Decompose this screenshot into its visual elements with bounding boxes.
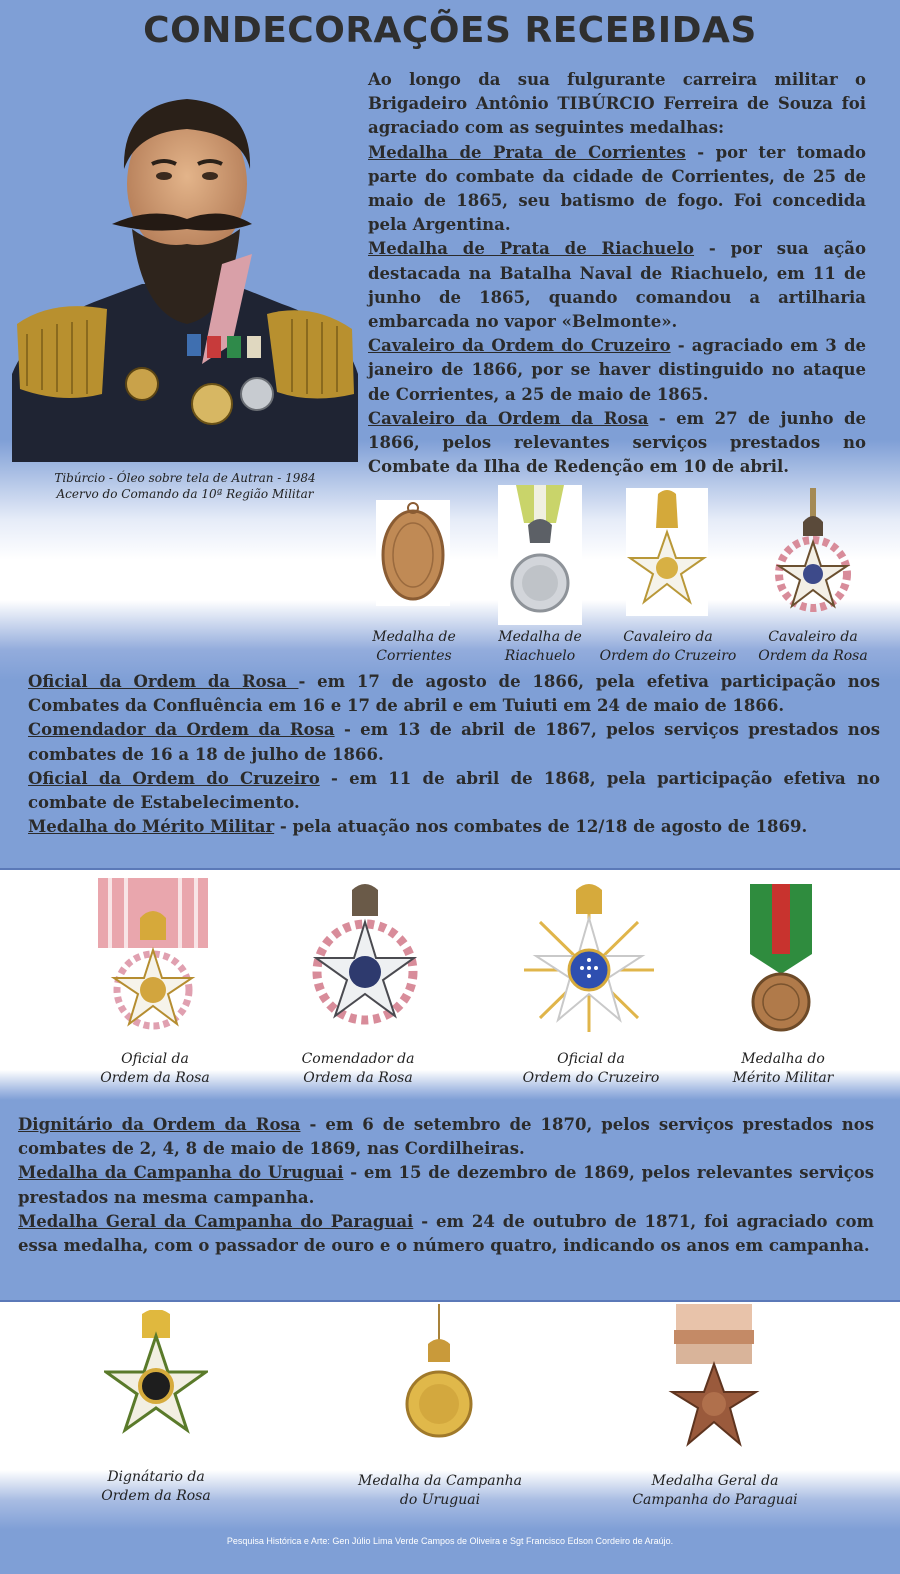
award-description: - em 17 de agosto de 1866, pela efetiva participação nos Combates da Confluência em 16 e 17 de abril e em Tuiuti em 24 de maio de 1866. [28, 672, 880, 716]
portrait-caption [22, 470, 348, 502]
caption-line: do Uruguai [399, 1492, 481, 1508]
caption-line: Ordem da Rosa [100, 1070, 210, 1086]
award-entry [18, 1161, 874, 1209]
caption-line: Riachuelo [504, 648, 576, 664]
cruzeiro-star-icon [520, 882, 658, 1034]
award-entry [18, 1210, 874, 1258]
award-description: - em 27 de junho de 1866, pelos relevantes serviços prestados no Combate da Ilha de Redenção em 10 de abril. [368, 408, 866, 477]
award-entry [28, 670, 880, 718]
text-block-1 [368, 68, 866, 479]
text-block-2 [28, 670, 880, 839]
portrait-painting [12, 74, 358, 462]
caption-line: Comendador da [301, 1051, 415, 1067]
caption-line: Medalha Geral da [651, 1473, 779, 1489]
award-entry [28, 767, 880, 815]
portrait-caption-line2: Acervo do Comando da 10ª Região Militar [56, 487, 314, 501]
rose-star-order-icon [775, 488, 851, 618]
award-description: - em 24 de outubro de 1871, foi agraciado com essa medalha, com o passador de ouro e o número quatro, indicando os anos em campanha. [18, 1211, 874, 1256]
caption-line: Campanha do Paraguai [632, 1492, 798, 1508]
award-entry [18, 1113, 874, 1161]
caption-line: Medalha de [498, 629, 582, 645]
award-description: - agraciado em 3 de janeiro de 1866, por se haver distinguido no ataque de Corrientes, a 25 de maio de 1865. [368, 336, 866, 404]
caption-line: Ordem da Rosa [758, 648, 868, 664]
officer-portrait-icon [12, 74, 358, 462]
medal-caption [748, 628, 878, 666]
silver-medal-ribbon-icon [498, 485, 582, 625]
medal-caption [478, 628, 602, 666]
caption-line: Corrientes [376, 648, 452, 664]
award-entry [28, 815, 880, 839]
award-description: - em 15 de dezembro de 1869, pelos relevantes serviços prestados na mesma campanha. [18, 1163, 874, 1207]
award-description: - em 13 de abril de 1867, pelos serviços prestados nos combates de 16 a 18 de julho de 1866. [28, 720, 880, 764]
award-description: - em 11 de abril de 1868, pela participação efetiva no combate de Estabelecimento. [28, 768, 880, 813]
page-title: CONDECORAÇÕES RECEBIDAS [143, 10, 757, 51]
caption-line: Ordem do Cruzeiro [599, 648, 737, 664]
caption-line: Oficial da [121, 1051, 189, 1067]
medal-caption [718, 1050, 848, 1088]
rose-order-ribbon-icon [98, 878, 208, 1040]
intro-paragraph: Ao longo da sua fulgurante carreira militar o Brigadeiro Antônio TIBÚRCIO Ferreira de Souza foi agraciado com as seguintes medalhas: [368, 70, 866, 138]
award-entry [368, 407, 866, 480]
caption-line: Ordem da Rosa [101, 1488, 211, 1504]
caption-line: Ordem do Cruzeiro [522, 1070, 660, 1086]
medal-caption [352, 628, 476, 666]
medal-caption [518, 1050, 664, 1088]
dignitary-star-icon [104, 1310, 208, 1434]
cross-order-icon [626, 488, 708, 616]
award-name: Comendador da Ordem da Rosa [28, 720, 335, 740]
medal-caption [350, 1472, 530, 1510]
divider [0, 1300, 900, 1302]
portrait-caption-line1: Tibúrcio - Óleo sobre tela de Autran - 1984 [54, 471, 316, 485]
medal-caption [92, 1050, 218, 1088]
award-entry [368, 237, 866, 334]
award-entry [368, 334, 866, 407]
award-name: Medalha da Campanha do Uruguai [18, 1163, 344, 1183]
award-description: - pela atuação nos combates de 12/18 de agosto de 1869. [274, 817, 808, 837]
bronze-cross-icon [668, 1304, 760, 1448]
award-name: Medalha do Mérito Militar [28, 817, 275, 837]
divider [0, 868, 900, 870]
award-name: Cavaleiro da Ordem do Cruzeiro [368, 336, 671, 356]
rose-star-large-icon [310, 882, 420, 1034]
caption-line: Dignátario da [107, 1469, 205, 1485]
award-name: Medalha Geral da Campanha do Paraguai [18, 1211, 414, 1231]
award-description: - por ter tomado parte do combate da cidade de Corrientes, de 25 de maio de 1865, seu batismo de fogo. Foi concedida pela Argentina. [368, 142, 866, 235]
medal-caption [288, 1050, 428, 1088]
award-name: Oficial da Ordem da Rosa [28, 672, 299, 691]
medal-caption [620, 1472, 810, 1510]
caption-line: Oficial da [557, 1051, 625, 1067]
award-entry [368, 141, 866, 238]
award-name: Dignitário da Ordem da Rosa [18, 1115, 301, 1134]
caption-line: Cavaleiro da [623, 629, 713, 645]
oval-bronze-medal-icon [376, 500, 450, 606]
award-name: Oficial da Ordem do Cruzeiro [28, 768, 320, 788]
caption-line: Medalha do [741, 1051, 825, 1067]
award-name: Cavaleiro da Ordem da Rosa [368, 408, 649, 428]
award-name: Medalha de Prata de Riachuelo [368, 239, 695, 259]
caption-line: Medalha de [372, 629, 456, 645]
caption-line: Medalha da Campanha [357, 1473, 522, 1489]
medal-caption [86, 1468, 226, 1506]
gold-medal-icon [404, 1304, 474, 1450]
text-block-3 [18, 1113, 874, 1258]
credits-footer: Pesquisa Histórica e Arte: Gen Júlio Lima Verde Campos de Oliveira e Sgt Francisco Edson Cordeiro de Araújo. [226, 1536, 674, 1546]
award-description: - em 6 de setembro de 1870, pelos serviços prestados nos combates de 2, 4, 8 de maio de 1869, nas Cordilheiras. [18, 1115, 874, 1159]
medal-caption [598, 628, 738, 666]
award-entry [28, 718, 880, 766]
award-name: Medalha de Prata de Corrientes [368, 142, 686, 162]
award-description: - por sua ação destacada na Batalha Naval de Riachuelo, em 11 de junho de 1865, quando comandou a artilharia embarcada no vapor «Belmonte». [368, 239, 866, 332]
merit-medal-icon [748, 884, 814, 1034]
caption-line: Mérito Militar [732, 1070, 834, 1086]
caption-line: Ordem da Rosa [303, 1070, 413, 1086]
caption-line: Cavaleiro da [768, 629, 858, 645]
